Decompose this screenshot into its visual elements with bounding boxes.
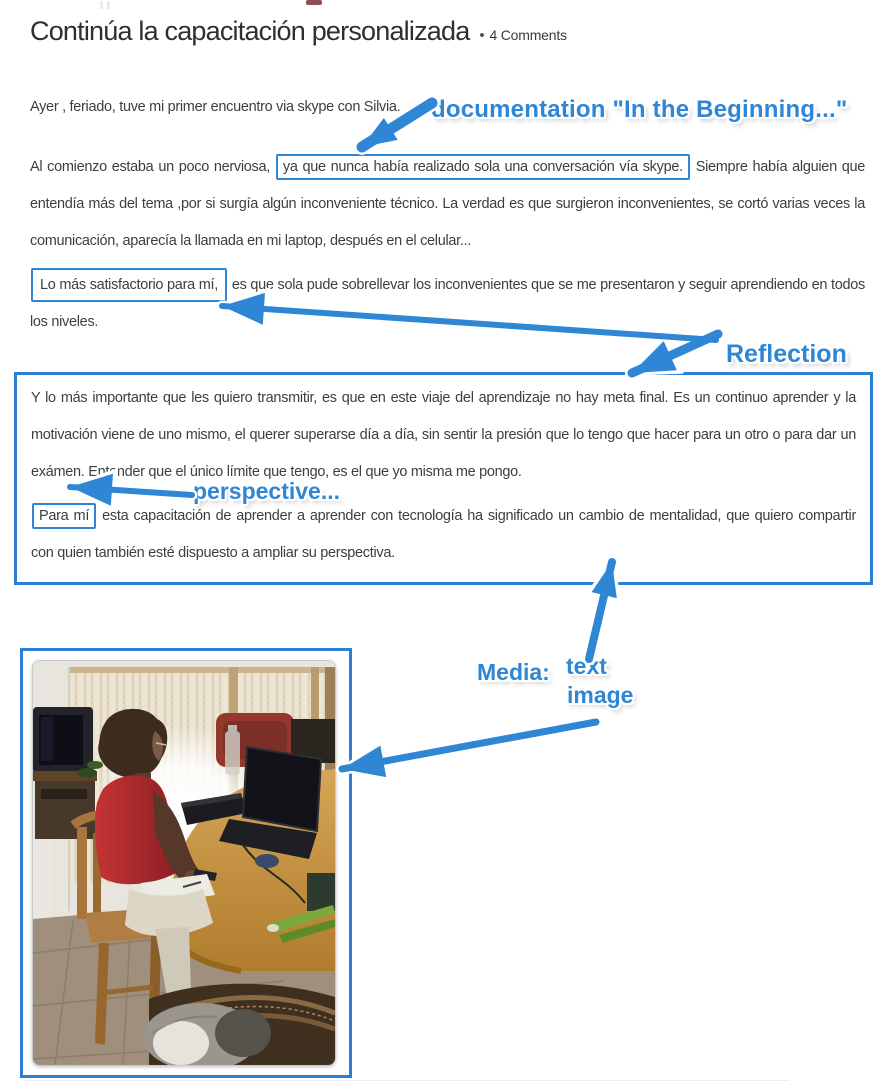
annotation-documentation: documentation "In the Beginning..." [431,96,848,123]
crop-artifact-gray [100,1,114,9]
paragraph-2-before: Al comienzo estaba un poco nerviosa, [30,158,275,175]
highlight-box-reflection: Lo más satisfactorio para mí, [31,268,227,302]
annotation-perspective: perspective... [193,478,341,504]
paragraph-5-after: esta capacitación de aprender a aprender con tecnología ha significado un cambio de mentalidad, que quiero compartir con quien también esté dispuesto a ampliar su perspectiva. [31,508,856,561]
highlight-box-perspective: Para mí [32,503,96,529]
paragraph-3-after: es que sola pude sobrellevar los inconvenientes que se me presentaron y seguir aprendiendo en todos los niveles. [30,276,865,330]
paragraph-3 [30,267,865,341]
annotation-media-text: text [566,653,607,679]
paragraph-2-after: Siempre había alguien que entendía más del tema ,por si surgía algún inconveniente técnico. La verdad es que surgieron inconvenientes, se cortó varias veces la comunicación, aparecía la llamada en mi laptop, después en el celular... [30,158,866,249]
annotation-media: Media: [477,659,550,685]
highlight-box-documentation: ya que nunca había realizado sola una conversación vía skype. [276,154,690,180]
annotation-reflection: Reflection [726,340,847,368]
media-outline-box [20,648,352,1078]
comments-count: 4 Comments [489,27,567,43]
reflection-outline-box [14,372,873,585]
photo-illustration [33,661,335,1065]
page-title: Continúa la capacitación personalizada [30,16,470,46]
paragraph-2 [30,149,865,260]
comments-link[interactable] [479,27,566,43]
paragraph-1: Ayer , feriado, tuve mi primer encuentro via skype con Silvia. [30,98,401,115]
bottom-divider [25,1080,790,1081]
post-header [30,16,860,47]
paragraph-4: Y lo más importante que les quiero transmitir, es que en este viaje del aprendizaje no hay meta final. Es un continuo aprender y la motivación viene de uno mismo, el querer superarse día a día, sin sentir la presión que lo tengo que hacer para un otro o para dar un exámen. Entender que el único límite que tengo, es el que yo misma me pongo. [31,390,856,480]
paragraph-5 [17,498,870,572]
annotation-media-image: image [567,682,634,708]
blog-photo[interactable] [32,660,336,1066]
crop-artifact-red [306,0,322,5]
comments-bullet: • [479,27,485,44]
